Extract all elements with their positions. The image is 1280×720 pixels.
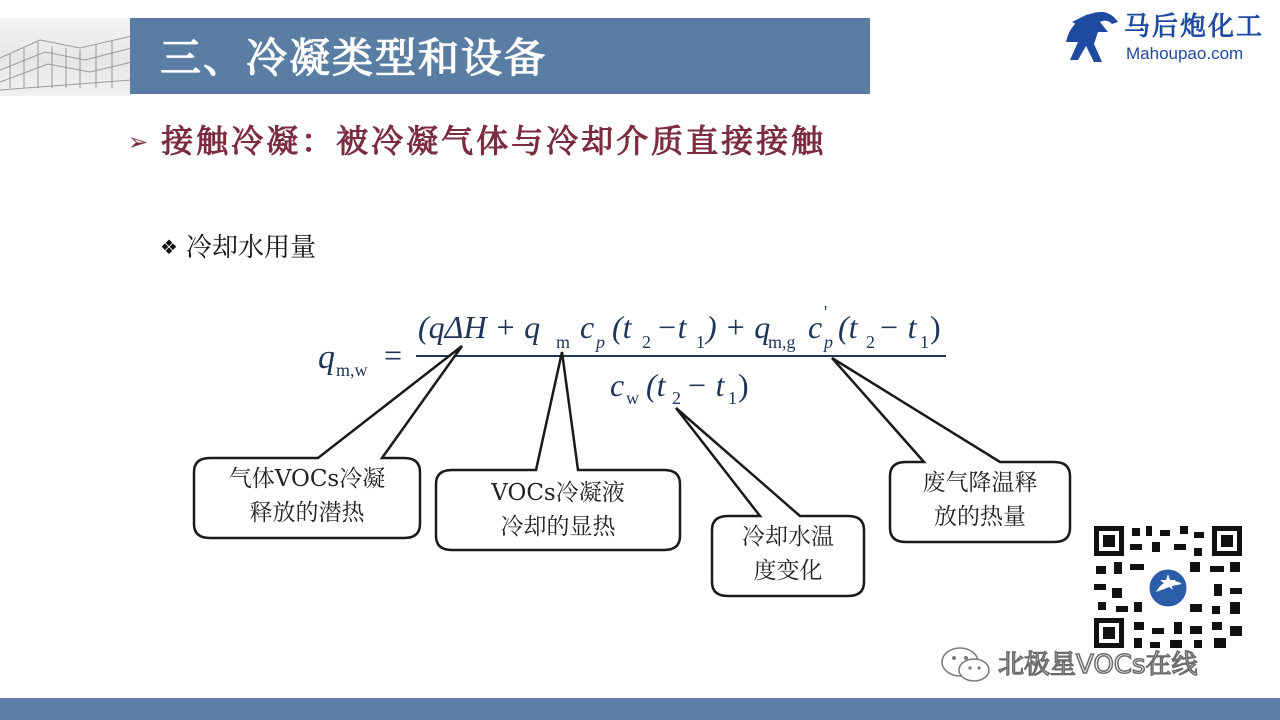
formula-num-mg-sub: m,g	[768, 332, 796, 352]
formula-den-w-sub: w	[626, 388, 639, 408]
callout-4-line2: 放的热量	[934, 504, 1026, 530]
callout-1-line2: 释放的潜热	[249, 500, 365, 526]
callout-temp-change-text	[718, 520, 858, 588]
logo-name-cn: 马后炮化工	[1124, 12, 1265, 42]
callout-2-line1: VOCs冷凝液	[491, 480, 625, 506]
formula-num-minus-t: −t	[656, 309, 687, 345]
formula-num-p-sub: p	[596, 332, 605, 352]
formula-num-prime: '	[824, 302, 828, 322]
formula-num-t2b: (t	[838, 309, 858, 345]
formula-den-close: )	[738, 367, 749, 403]
formula-num-c2: c	[808, 309, 823, 345]
diamond-bullet-icon: ❖	[160, 235, 178, 259]
formula-num-minus-t2: − t	[878, 309, 917, 345]
logo-name-en: Mahoupao.com	[1126, 44, 1244, 63]
formula-num-plus-q: ) + q	[706, 309, 771, 345]
callout-3-line1: 冷却水温	[742, 524, 834, 550]
formula-num-p2-sub: p	[824, 332, 833, 352]
formula-den-c: c	[610, 367, 625, 403]
wechat-icon	[938, 644, 994, 684]
callout-gas-cooling-text	[896, 466, 1064, 534]
bullet-text: 冷却水用量	[185, 233, 316, 263]
page-title: 三、冷凝类型和设备	[160, 34, 547, 82]
callout-3-line2: 度变化	[753, 558, 823, 584]
formula-den-t2: (t	[646, 367, 666, 403]
callout-sensible-heat-text	[442, 476, 674, 544]
formula-num-close: )	[930, 309, 941, 345]
formula-num-part1: (qΔH + q	[418, 309, 541, 345]
callout-1-line1: 气体VOCs冷凝	[228, 466, 386, 492]
formula-num-sub1: 1	[696, 332, 705, 352]
formula-num-sub1b: 1	[920, 332, 929, 352]
callout-4-line1: 废气降温释	[922, 470, 1038, 496]
footer-bar	[0, 698, 1280, 720]
formula-den-sub1: 1	[728, 388, 737, 408]
callout-latent-heat-text	[200, 462, 414, 530]
formula-den-minus-t: − t	[686, 367, 725, 403]
formula-lhs-q: q	[318, 339, 335, 376]
formula-num-sub2b: 2	[866, 332, 875, 352]
formula-equals: =	[384, 337, 403, 373]
formula-num-sub2: 2	[642, 332, 651, 352]
formula-lhs-sub: m,w	[336, 360, 368, 380]
arrow-bullet-icon: ➢	[128, 128, 152, 156]
watermark-text: 北极星VOCs在线	[998, 650, 1198, 680]
formula-den-sub2: 2	[672, 388, 681, 408]
qr-code-icon[interactable]	[1090, 522, 1246, 652]
formula-num-c: c	[580, 309, 595, 345]
formula-num-t2: (t	[612, 309, 632, 345]
formula-num-m-sub: m	[556, 332, 571, 352]
subtitle-text: 接触冷凝：被冷凝气体与冷却介质直接接触	[161, 122, 827, 160]
callout-2-line2: 冷却的显热	[500, 514, 616, 540]
